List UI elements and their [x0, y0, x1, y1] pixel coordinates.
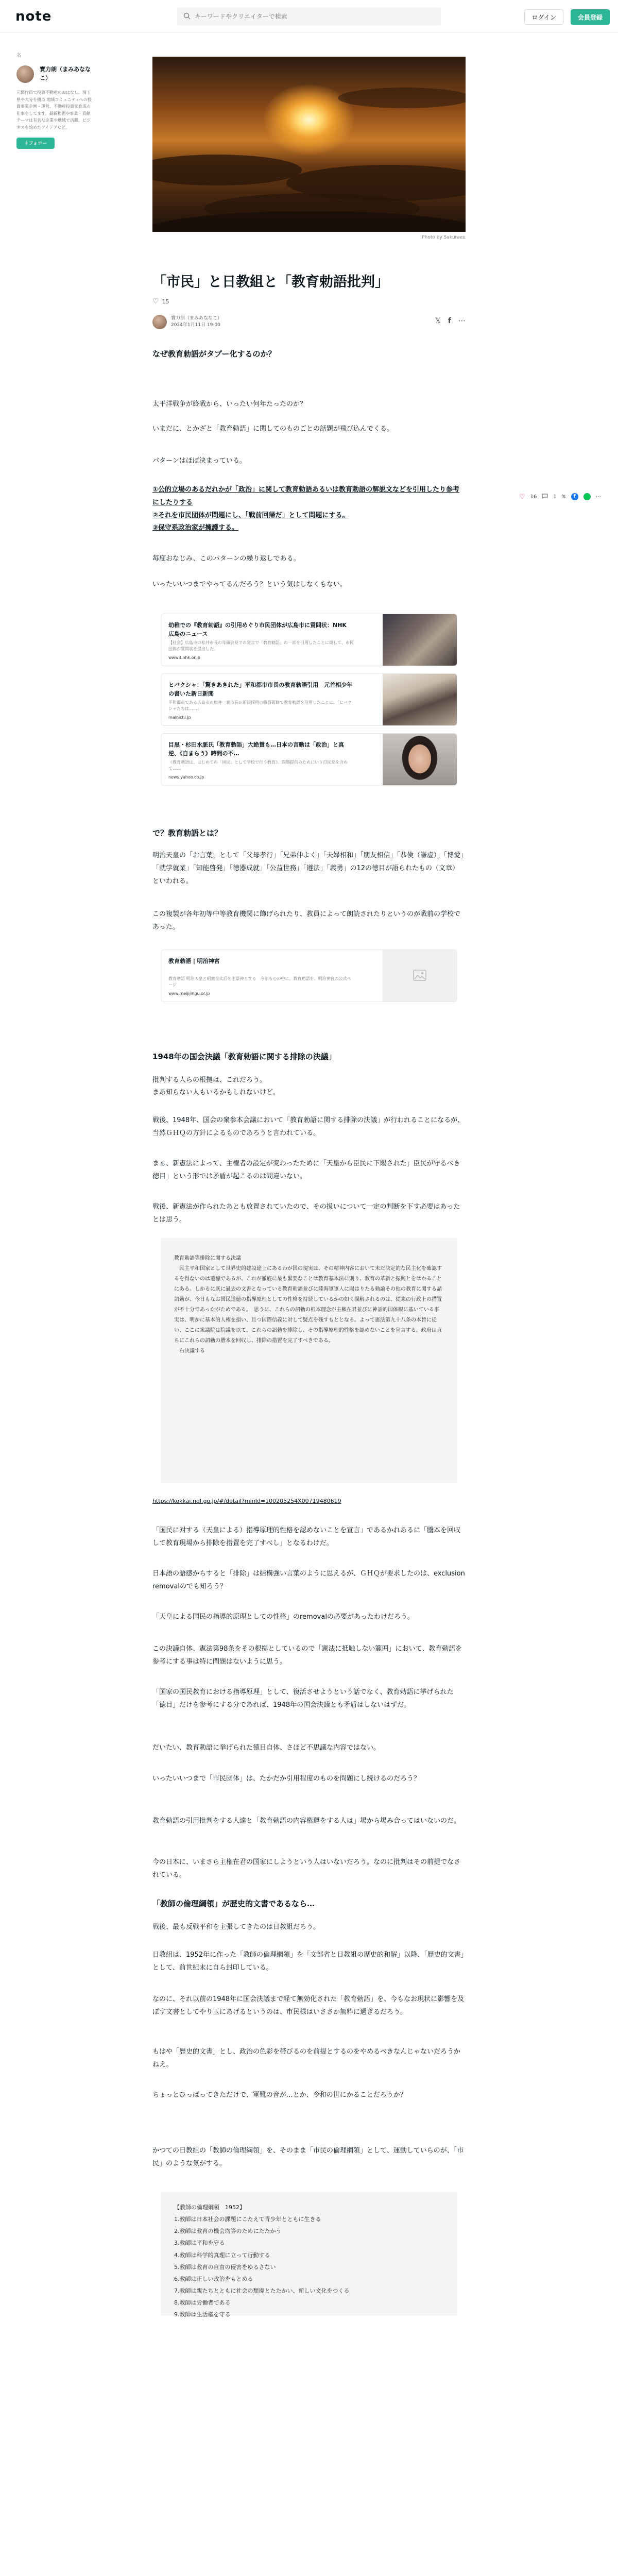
ethics-item: 2.教師は教育の機会均等のためにたたかう: [174, 2228, 282, 2235]
paragraph: いったいいつまで「市民団体」は、たかだか引用程度のものを問題にし続けるのだろう？: [152, 1775, 421, 1783]
quote-body: 民主平和国家として世界史的建設途上にあるわが国の現実は、その精神内容において未だ決定的な民主化を確認するを得ないのは遺憾であるが、これが徹底に最も緊要なことは教育基本法に則り、教育の革新と振興とをはかることにある。しかるに既に過去の文書となっている教育勅語並びに陸海軍軍人に賜はりたる勅諭その他の教育に関する諸詔勅が、今日もなお国民道徳の指導原理としての性格を持続しているかの如く誤解されるのは、従来の行政上の措置が不十分であったがためである。 思うに、これらの詔勅の根本理念が主権在君並びに神話的国体観に基いている事実は、明かに基本的人権を損い、且つ国際信義に対して疑点を残すもととなる。よって憲法第九十八条の本旨に従い、ここに衆議院は院議を以て、これらの詔勅を排除し、その指導原理的性格を認めないことを宣言する。政府は直ちにこれらの詔勅の謄本を回収し、排除の措置を完了すべきである。: [174, 1266, 442, 1344]
sidebar-author-bio: 元銀行員で投資不動産のおはなし。埼玉県や大分を拠点 地域コミュニティへの投資事業企画・運営、不動産投資家育成の仕事をしてます。最新動画や事業・貢献テーマは有名な企業や地域で活躍、ビジネスを始めたアイデアなど。: [16, 90, 92, 130]
paragraph: 戦後、新憲法が作られたあとも放置されていたので、その扱いについて一定の判断を下す必要はあったとは思う。: [152, 1203, 460, 1224]
paragraph: 明治天皇の「お言葉」として「父母孝行」「兄弟仲よく」「夫婦相和」「朋友相信」「恭倹（謙虚）」「博愛」「就学就業」「知能啓発」「徳器成就」「公益世務」「遵法」「義勇」の12の徳目が語られたもの（文章）といわれる。: [152, 852, 464, 885]
like-row: [152, 297, 466, 306]
paragraph: この決議自体、憲法第98条をその根拠としているので「憲法に抵触しない範囲」において、教育勅語を参考にする事は特に問題はないように思う。: [152, 1645, 462, 1666]
ethics-item: 3.教師は平和を守る: [174, 2240, 225, 2247]
link-card-mainichi[interactable]: [161, 673, 457, 726]
heading-1948: 1948年の国会決議「教育勅語に関する排除の決議」: [152, 1052, 336, 1062]
article-author-name[interactable]: 寶力朗（まみあななこ）: [171, 315, 222, 321]
more-icon[interactable]: ⋯: [458, 317, 466, 326]
paragraph: かつての日教組の「教師の倫理綱領」を、そのまま「市民の倫理綱領」として、運動していらのが、「市民」のような気がする。: [152, 2147, 464, 2167]
sidebar-author-name[interactable]: 寶力朗（まみあななこ）: [40, 66, 91, 81]
resolution-quote-box: [161, 1238, 457, 1483]
sidebar-magazine-label: 名: [16, 53, 22, 58]
article-date: 2024年1月11日 19:00: [171, 323, 220, 328]
paragraph: パターンはほぼ決まっている。: [152, 457, 246, 465]
heart-icon[interactable]: ♡: [152, 297, 159, 306]
heading-ethics: 「教師の倫理綱領」が歴史的文書であるなら…: [152, 1899, 315, 1909]
article-author-row: [152, 313, 466, 331]
link-card-thumbnail: [383, 614, 457, 666]
facebook-share-icon[interactable]: f: [571, 493, 578, 500]
hero-sunset-image: [152, 57, 466, 232]
article-main: [152, 57, 472, 2576]
paragraph: 「国民に対する（天皇による）指導原理的性格を認めないことを宣言」であるかれあるに「謄本を回収して教育現場から排除を措置を完了すべし」となるわけだ。: [152, 1527, 461, 1547]
link-card-thumbnail: [383, 950, 457, 1002]
link-card-domain: www.meijijingu.or.jp: [168, 991, 210, 996]
link-card-description: 平和都市である広島市の松井一實市長が新規採用の職員研修で教育勅語を引用したことに、「ヒバクシャたちは……」: [168, 700, 352, 711]
paragraph: もはや「歴史的文書」とし、政治の色彩を帯びるのを前提とするのをやめるべきなんじゃないだろうかねえ。: [152, 2048, 461, 2069]
search-icon: [183, 12, 191, 22]
paragraph: 「国家の国民教育における指導原理」として、復活させようという話でなく、教育勅語に挙げられた「徳目」だけを参考にする分であれば、1948年の国会決議とも矛盾はしないはずだ。: [152, 1688, 454, 1709]
float-comment-count: 1: [553, 494, 557, 500]
article-body: [152, 331, 472, 2576]
paragraph: 毎度おなじみ、このパターンの繰り返しである。: [152, 555, 300, 563]
avatar[interactable]: [16, 65, 34, 83]
link-card-domain: www3.nhk.or.jp: [168, 655, 200, 660]
ethics-heading: 【教師の倫理綱領 1952】: [174, 2204, 245, 2211]
paragraph: 「天皇による国民の指導的原理としての性格」のremovalの必要があったわけだろう。: [152, 1613, 414, 1621]
paragraph: 日本語の語感からすると「排除」は結構強い言葉のように思えるが、ＧＨＱが要求したのは、exclusion removalのでも知ろう？: [152, 1570, 472, 1590]
ethics-item: 7.教師は親たちとともに社会の頽廃とたたかい、新しい文化をつくる: [174, 2287, 350, 2294]
photo-credit: Photo by Sakuraeu: [422, 235, 466, 240]
list-item: ①公的立場のあるだれかが「政治」に関して教育勅語あるいは教育勅語の解説文などを引用したり参考にしたりする: [152, 486, 460, 506]
ethics-item: 8.教師は労働者である: [174, 2299, 231, 2306]
paragraph: ちょっとひっぱってきただけで、軍靴の音が…とか、令和の世にかることだろうか？: [152, 2091, 407, 2099]
paragraph: 批判する人らの根拠は、これだろう。: [152, 1076, 267, 1084]
paragraph: いまだに、とかざと「教育勅語」に関してのものごとの話題が飛び込んでくる。: [152, 425, 394, 433]
link-card-description: 教育勅語 明治天皇と昭憲皇太后を主祭神とする 今年も心の中に、教育勅語を。明治神宮の公式ページ: [168, 976, 351, 988]
follow-button[interactable]: [16, 138, 55, 149]
follow-button-label: フォロー: [28, 141, 47, 147]
link-card-domain: mainichi.jp: [168, 715, 191, 720]
facebook-share-icon[interactable]: f: [448, 317, 451, 326]
quote-footer: 右決議する: [179, 1348, 205, 1354]
article-title: 「市民」と日教組と「教育勅語批判」: [152, 274, 389, 290]
paragraph: 太平洋戦争が終戦から、いったい何年たったのか？: [152, 400, 307, 409]
sidebar-author-panel: [16, 52, 94, 149]
site-logo[interactable]: note: [15, 9, 52, 24]
plus-icon: ＋: [24, 141, 29, 147]
paragraph: なのに、それ以前の1948年に国会決議まで経て無効化された「教育勅語」を、今もなお現状に影響を及ぼす文書としてやり玉にあげるというのは、市民様はいささか無粋に過ぎるだろう。: [152, 1995, 465, 2016]
link-card-description: 《教育勅語は、はじめての「国民」として学校で行う教育》。問題提供のためにいう自民党を含めて……: [168, 760, 348, 771]
paragraph: まぁ、新憲法によって、主権者の設定が変わったために「天皇から臣民に下賜された」臣民が守るべき徳目」という形では矛盾が起こるのは間違いない。: [152, 1160, 460, 1180]
list-item: ②それを市民団体が問題にし、「戦前回帰だ」として問題にする。: [152, 512, 349, 520]
link-card-yahoo[interactable]: [161, 733, 457, 786]
link-card-thumbnail: [383, 734, 457, 786]
ethics-item: 6.教師は正しい政治をもとめる: [174, 2275, 253, 2282]
avatar[interactable]: [152, 315, 167, 329]
paragraph: だいたい、教育勅語に挙げられた徳目自体、さほど不思議な内容ではない。: [152, 1744, 381, 1752]
ethics-item: 9.教師は生活権を守る: [174, 2311, 231, 2318]
comment-icon[interactable]: [542, 493, 548, 501]
floating-reaction-bar: [519, 490, 618, 503]
ethics-item: 1.教師は日本社会の課題にこたえて青少年とともに生きる: [174, 2216, 321, 2223]
paragraph: いったいいつまでやってるんだろう？という気はしなくもない。: [152, 581, 347, 589]
paragraph: この複製が各年初等中等教育機関に飾げられたり、教員によって朗読されたりというのが戦前の学校であった。: [152, 910, 461, 931]
link-card-meijijingu[interactable]: [161, 950, 457, 1002]
list-item: ③保守系政治家が擁護する。: [152, 524, 239, 532]
image-placeholder-icon: [413, 970, 426, 983]
link-card-description: 【社会】広島市の松井市長の年頭会見での発言で「教育勅語」の一部を引用したことに関して、市民団体が質問状を提出した。: [168, 640, 354, 652]
heading-what: で？教育勅語とは？: [152, 828, 222, 838]
ethics-item: 5.教師は教育の自由の侵害をゆるさない: [174, 2263, 276, 2270]
top-header: [0, 0, 618, 33]
line-share-icon[interactable]: [583, 493, 591, 500]
heart-icon[interactable]: ♡: [519, 493, 525, 501]
paragraph: まあ知らない人もいるかもしれないけど。: [152, 1089, 280, 1097]
link-card-nhk[interactable]: [161, 614, 457, 666]
like-count: 15: [162, 298, 169, 305]
paragraph: 戦後、1948年、国会の衆参本会議において「教育勅語に関する排除の決議」が行われることになるが、当然ＧＨＱの方針によるものであろうと言われている。: [152, 1116, 465, 1137]
link-card-title: 教育勅語 | 明治神宮: [168, 958, 220, 965]
paragraph: 戦後、最も反戦平和を主張してきたのは日教組だろう。: [152, 1923, 320, 1931]
link-card-domain: news.yahoo.co.jp: [168, 775, 204, 780]
paragraph: 今の日本に、いまさら主権在君の国家にしようという人はいないだろう。なのに批判はその前提でなされている。: [152, 1858, 461, 1879]
search-bar[interactable]: [177, 7, 441, 26]
link-card-thumbnail: [383, 674, 457, 726]
more-icon[interactable]: ⋯: [595, 494, 601, 500]
share-icons: [435, 317, 466, 325]
quote-heading: 教育勅語等排除に関する決議: [174, 1256, 241, 1262]
paragraph: 教育勅語の引用批判をする人達と「教育勅語の内容権運をする人は」場から場み合ってはいないのだ。: [152, 1817, 461, 1825]
search-input[interactable]: [195, 13, 437, 20]
paragraph: 日教組は、1952年に作った「教師の倫理綱領」を「文部省と日教組の歴史的和解」以降、「歴史的文書」として、前世紀末に自ら封印している。: [152, 1951, 465, 1972]
link-card-title: 目黒・杉田水脈氏「教育勅語」大絶賛も…日本の言動は「政治」と真逆、《自まらう》時間の不…: [168, 741, 344, 757]
link-card-title: 幼稚での『教育勅語』の引用めぐり市民団体が広島市に質問状：NHK 広島のニュース: [168, 622, 347, 637]
x-share-icon[interactable]: 𝕏: [435, 317, 441, 326]
signup-button[interactable]: 会員登録: [571, 9, 610, 25]
ethics-code-box: [161, 2192, 457, 2316]
kokkai-link[interactable]: https://kokkai.ndl.go.jp/#/detail?minId=100205254X00719480619: [152, 1498, 341, 1505]
ethics-item: 4.教師は科学的真理に立って行動する: [174, 2251, 270, 2259]
heading-taboo: なぜ教育勅語がタブー化するのか？: [152, 349, 276, 359]
x-share-icon[interactable]: 𝕏: [561, 494, 566, 500]
link-card-title: ヒバクシャ：「驚きあきれた」平和都市市長の教育勅語引用 元首相少年の書いた新日新聞: [168, 682, 353, 697]
float-like-count: 16: [530, 494, 537, 500]
login-button[interactable]: ログイン: [524, 9, 563, 25]
